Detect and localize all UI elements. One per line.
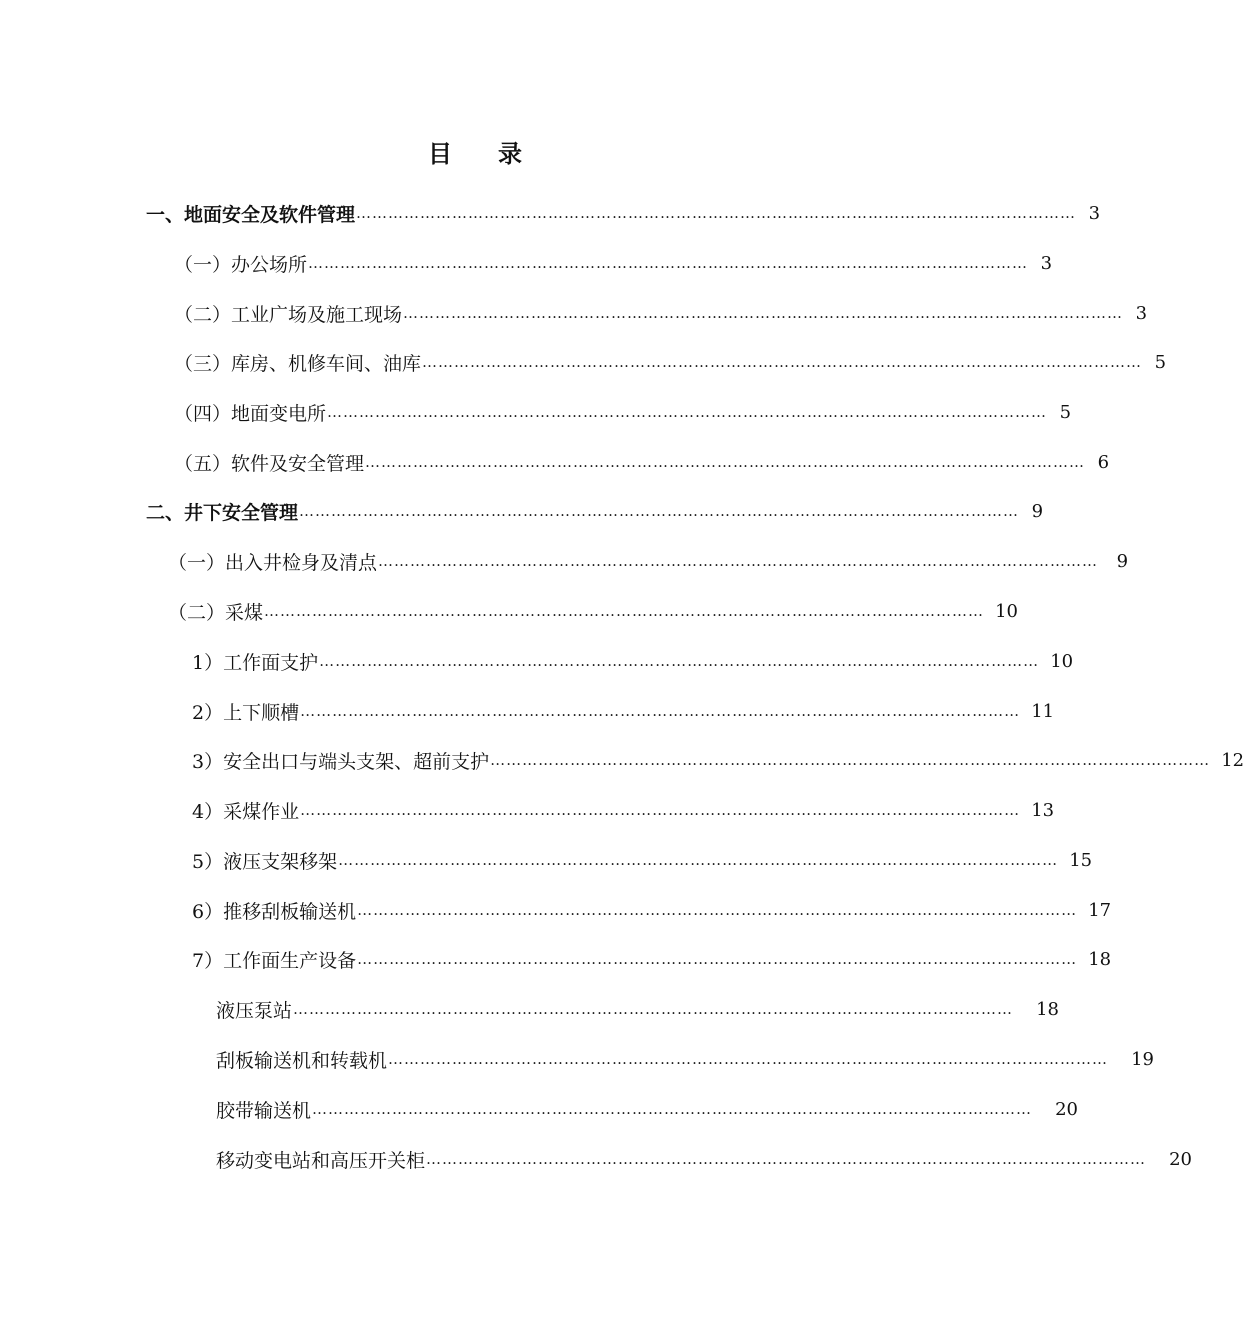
title-char-2: 录 bbox=[498, 139, 522, 168]
toc-entry[interactable] bbox=[216, 1144, 1193, 1174]
toc-entry-label: （二）工业广场及施工现场 bbox=[174, 303, 403, 326]
toc-leader: ……………………………………………………………………………………………………………………… bbox=[300, 702, 1021, 720]
toc-page-number: 13 bbox=[1031, 799, 1055, 821]
toc-leader: ……………………………………………………………………………………………………………………… bbox=[422, 353, 1143, 371]
toc-page-number: 20 bbox=[1169, 1148, 1193, 1170]
toc-entry[interactable] bbox=[216, 1094, 1079, 1124]
toc-leader: ……………………………………………………………………………………………………………………… bbox=[356, 204, 1077, 222]
toc-page-number: 20 bbox=[1055, 1098, 1079, 1120]
toc-leader: ……………………………………………………………………………………………………………………… bbox=[403, 304, 1124, 322]
toc-entry[interactable] bbox=[216, 994, 1060, 1024]
toc-page-number: 19 bbox=[1131, 1048, 1155, 1070]
toc-entry[interactable] bbox=[174, 248, 1053, 278]
toc-entry-label: （一）出入井检身及清点 bbox=[168, 551, 378, 574]
toc-entry[interactable] bbox=[168, 596, 1019, 626]
toc-entry-label: 7）工作面生产设备 bbox=[192, 949, 357, 972]
toc-leader: ……………………………………………………………………………………………………………………… bbox=[365, 453, 1086, 471]
toc-page-number: 15 bbox=[1069, 849, 1093, 871]
toc-leader: ……………………………………………………………………………………………………………………… bbox=[319, 652, 1040, 670]
toc-entry-label: （四）地面变电所 bbox=[174, 402, 327, 425]
toc-leader: ……………………………………………………………………………………………………………………… bbox=[426, 1150, 1147, 1168]
toc-page-number: 9 bbox=[1031, 500, 1044, 522]
toc-leader: ……………………………………………………………………………………………………………………… bbox=[357, 950, 1078, 968]
toc-entry[interactable] bbox=[192, 696, 1055, 726]
toc-entry[interactable] bbox=[174, 298, 1148, 328]
toc-entry-label: 刮板输送机和转载机 bbox=[216, 1049, 388, 1072]
toc-leader: ……………………………………………………………………………………………………………………… bbox=[293, 1000, 1014, 1018]
toc-page-number: 3 bbox=[1135, 302, 1148, 324]
toc-leader: ……………………………………………………………………………………………………………………… bbox=[312, 1100, 1033, 1118]
toc-entry-label: 胶带输送机 bbox=[216, 1099, 312, 1122]
toc-leader: ……………………………………………………………………………………………………………………… bbox=[308, 254, 1029, 272]
toc-entry-label: 液压泵站 bbox=[216, 999, 293, 1022]
toc-page-number: 9 bbox=[1116, 550, 1129, 572]
toc-entry[interactable] bbox=[168, 546, 1129, 576]
toc-entry-label: （一）办公场所 bbox=[174, 253, 308, 276]
toc-page-number: 6 bbox=[1097, 451, 1110, 473]
toc-entry-label: （三）库房、机修车间、油库 bbox=[174, 352, 422, 375]
toc-entry-section-2[interactable] bbox=[146, 496, 1044, 526]
toc-entry[interactable] bbox=[192, 646, 1074, 676]
toc-entry-label: 移动变电站和高压开关柜 bbox=[216, 1149, 426, 1172]
toc-entry-label: （二）采煤 bbox=[168, 601, 264, 624]
toc-entry[interactable] bbox=[192, 745, 1244, 775]
toc-page-number: 12 bbox=[1221, 749, 1244, 771]
toc-leader: ……………………………………………………………………………………………………………………… bbox=[388, 1050, 1109, 1068]
toc-entry[interactable] bbox=[174, 397, 1072, 427]
toc-entry[interactable] bbox=[192, 795, 1055, 825]
toc-page-number: 5 bbox=[1154, 351, 1167, 373]
toc-entry-label: 2）上下顺槽 bbox=[192, 701, 300, 724]
toc-entry-section-1[interactable] bbox=[146, 198, 1101, 228]
toc-entry[interactable] bbox=[174, 447, 1110, 477]
toc-leader: ……………………………………………………………………………………………………………………… bbox=[299, 502, 1020, 520]
toc-page-number: 5 bbox=[1059, 401, 1072, 423]
toc-entry-label: 6）推移刮板输送机 bbox=[192, 900, 357, 923]
toc-page-number: 10 bbox=[995, 600, 1019, 622]
toc-entry-label: 3）安全出口与端头支架、超前支护 bbox=[192, 750, 490, 773]
toc-page-number: 3 bbox=[1040, 252, 1053, 274]
toc-leader: ……………………………………………………………………………………………………………………… bbox=[327, 403, 1048, 421]
toc-leader: ……………………………………………………………………………………………………………………… bbox=[300, 801, 1021, 819]
toc-leader: ……………………………………………………………………………………………………………………… bbox=[357, 901, 1078, 919]
toc-entry[interactable] bbox=[174, 347, 1167, 377]
toc-entry[interactable] bbox=[192, 845, 1093, 875]
toc-entry-label: 4）采煤作业 bbox=[192, 800, 300, 823]
toc-entry[interactable] bbox=[192, 944, 1112, 974]
toc-page-number: 10 bbox=[1050, 650, 1074, 672]
toc-page-number: 11 bbox=[1031, 700, 1055, 722]
toc-entry-label: （五）软件及安全管理 bbox=[174, 452, 365, 475]
toc-page-number: 18 bbox=[1036, 998, 1060, 1020]
toc-leader: ……………………………………………………………………………………………………………………… bbox=[490, 751, 1211, 769]
toc-entry-label: 一、地面安全及软件管理 bbox=[146, 203, 356, 226]
toc-leader: ……………………………………………………………………………………………………………………… bbox=[264, 602, 985, 620]
toc-entry[interactable] bbox=[216, 1044, 1155, 1074]
toc-page-number: 3 bbox=[1088, 202, 1101, 224]
toc-page-number: 18 bbox=[1088, 948, 1112, 970]
toc-page-number: 17 bbox=[1088, 899, 1112, 921]
toc-entry-label: 5）液压支架移架 bbox=[192, 850, 338, 873]
toc-leader: ……………………………………………………………………………………………………………………… bbox=[378, 552, 1099, 570]
toc-leader: ……………………………………………………………………………………………………………………… bbox=[338, 851, 1059, 869]
toc-entry[interactable] bbox=[192, 895, 1112, 925]
toc-entry-label: 二、井下安全管理 bbox=[146, 501, 299, 524]
toc-entry-label: 1）工作面支护 bbox=[192, 651, 319, 674]
title-char-1: 目 bbox=[428, 139, 452, 168]
